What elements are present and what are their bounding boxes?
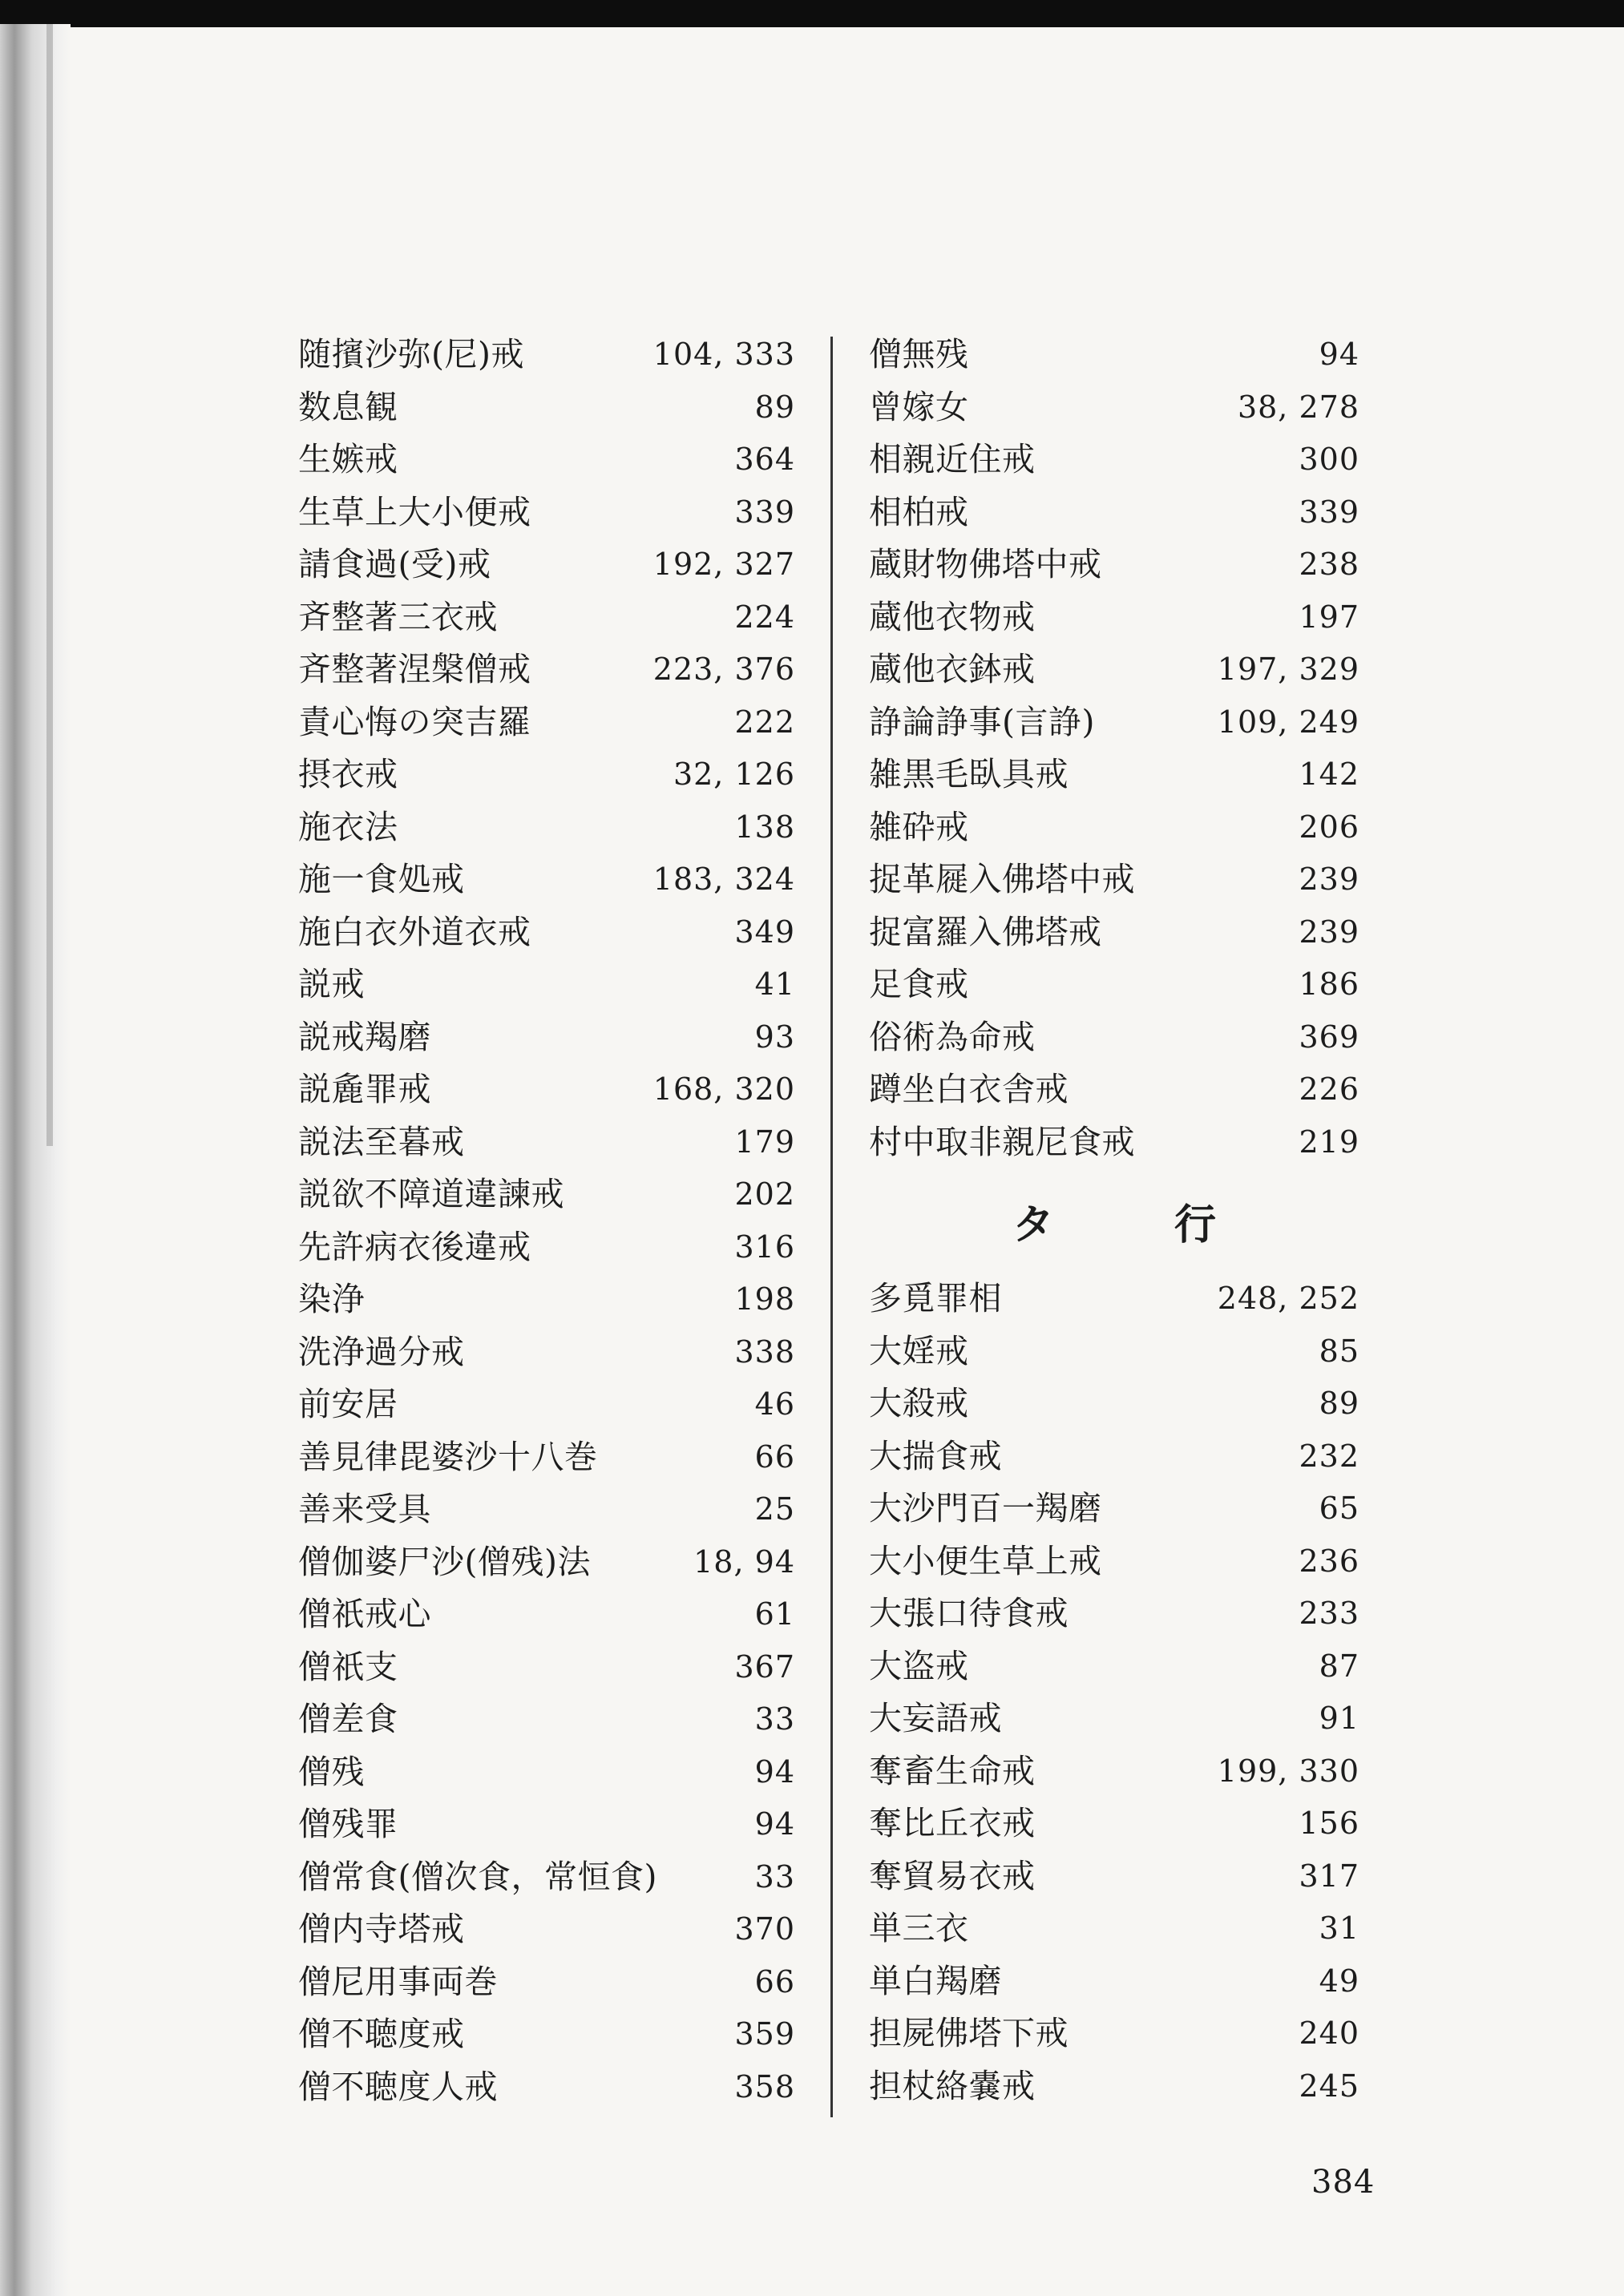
index-term: 僧差食: [298, 1700, 398, 1738]
index-page-ref: 31: [1319, 1911, 1359, 1946]
index-entry: [869, 1798, 1359, 1850]
index-term: 大張口待食戒: [869, 1594, 1069, 1632]
index-entry: [298, 1431, 795, 1484]
index-entry: [869, 1903, 1359, 1955]
index-page-ref: 61: [754, 1596, 795, 1632]
index-page-ref: 206: [1299, 809, 1359, 845]
index-group-ta: [869, 1273, 1359, 2112]
index-term: 担杖絡嚢戒: [869, 2066, 1036, 2105]
index-page-ref: 300: [1299, 442, 1359, 477]
index-entry: [869, 644, 1359, 696]
index-entry: [298, 1956, 795, 2009]
index-entry: [298, 1693, 795, 1746]
index-term: 説法至暮戒: [298, 1122, 465, 1161]
index-group-top: [869, 329, 1359, 1168]
index-term: 僧祇支: [298, 1647, 398, 1686]
index-page-ref: 183, 324: [652, 862, 795, 897]
index-page-ref: 245: [1299, 2068, 1359, 2104]
index-term: 相親近住戒: [869, 440, 1036, 478]
scan-top-edge: [0, 0, 1624, 27]
index-page-ref: 248, 252: [1217, 1281, 1359, 1316]
index-term: 奪比丘衣戒: [869, 1804, 1036, 1842]
index-page-ref: 240: [1299, 2016, 1359, 2051]
index-page-ref: 179: [734, 1124, 795, 1160]
index-page-ref: 316: [734, 1229, 795, 1265]
index-term: 捉革屣入佛塔中戒: [869, 860, 1135, 898]
index-entry: [298, 1326, 795, 1379]
index-entry: [298, 853, 795, 906]
index-entry: [869, 1640, 1359, 1693]
index-entry: [869, 1693, 1359, 1745]
index-term: 説麁罪戒: [298, 1070, 431, 1108]
index-entry: [298, 539, 795, 591]
index-term: 斉整著涅槃僧戒: [298, 650, 531, 688]
index-term: 大小便生草上戒: [869, 1541, 1102, 1580]
index-page-ref: 219: [1299, 1124, 1359, 1160]
index-entry: [869, 1483, 1359, 1535]
index-entry: [869, 1011, 1359, 1064]
index-term: 説欲不障道違諫戒: [298, 1175, 564, 1213]
index-entry: [869, 1535, 1359, 1588]
index-entry: [298, 1746, 795, 1799]
index-term: 責心悔の突吉羅: [298, 702, 531, 741]
index-page-ref: 238: [1299, 547, 1359, 582]
index-entry: [298, 1116, 795, 1169]
index-entry: [298, 591, 795, 644]
index-entry: [869, 1063, 1359, 1116]
book-spine-shadow: [0, 24, 71, 2296]
index-term: 生嫉戒: [298, 440, 398, 478]
index-entry: [869, 539, 1359, 591]
index-term: 大殺戒: [869, 1384, 969, 1422]
index-term: 僧不聴度人戒: [298, 2067, 498, 2106]
index-term: 摂衣戒: [298, 755, 398, 793]
index-page-ref: 25: [754, 1491, 795, 1527]
book-spine-edge: [46, 24, 53, 1146]
index-page-ref: 66: [754, 1439, 795, 1475]
index-term: 説戒羯磨: [298, 1017, 431, 1056]
index-page-ref: 192, 327: [652, 547, 795, 582]
index-entry: [869, 486, 1359, 539]
index-term: 僧残: [298, 1752, 365, 1791]
index-page-ref: 66: [754, 1963, 795, 1999]
index-term: 僧無残: [869, 335, 969, 373]
index-page-ref: 223, 376: [652, 652, 795, 687]
index-page-ref: 199, 330: [1217, 1753, 1359, 1789]
index-page-ref: 226: [1299, 1071, 1359, 1107]
index-page-ref: 65: [1319, 1491, 1359, 1526]
index-entry: [869, 853, 1359, 906]
index-entry: [298, 906, 795, 959]
index-page-ref: 41: [754, 966, 795, 1002]
index-entry: [298, 486, 795, 539]
index-page-ref: 359: [734, 2016, 795, 2052]
index-page-ref: 89: [754, 389, 795, 425]
index-entry: [298, 2061, 795, 2114]
index-term: 担屍佛塔下戒: [869, 2014, 1069, 2052]
index-entry: [298, 1641, 795, 1694]
index-entry: [869, 1378, 1359, 1430]
index-page-ref: 104, 333: [652, 337, 795, 372]
index-term: 雑砕戒: [869, 807, 969, 846]
index-page-ref: 197, 329: [1217, 652, 1359, 687]
index-page-ref: 38, 278: [1237, 389, 1359, 425]
index-page-ref: 202: [734, 1176, 795, 1212]
index-term: 蹲坐白衣舎戒: [869, 1070, 1069, 1108]
index-entry: [869, 381, 1359, 434]
index-entry: [869, 434, 1359, 486]
index-page-ref: 339: [734, 494, 795, 530]
index-entry: [869, 696, 1359, 749]
index-entry: [869, 1116, 1359, 1169]
index-term: 曾嫁女: [869, 387, 969, 426]
index-term: 村中取非親尼食戒: [869, 1122, 1135, 1161]
index-page-ref: 93: [754, 1019, 795, 1055]
index-entry: [869, 906, 1359, 959]
index-entry: [298, 434, 795, 486]
index-page-ref: 91: [1319, 1701, 1359, 1736]
index-page-ref: 94: [1319, 337, 1359, 372]
index-term: 蔵他衣鉢戒: [869, 650, 1036, 688]
index-entry: [869, 1745, 1359, 1798]
index-page-ref: 369: [1299, 1019, 1359, 1055]
index-page-ref: 338: [734, 1334, 795, 1370]
index-page-ref: 222: [734, 704, 795, 740]
index-entry: [298, 801, 795, 854]
index-page-ref: 239: [1299, 862, 1359, 897]
index-page-ref: 317: [1299, 1858, 1359, 1894]
index-entry: [869, 958, 1359, 1011]
index-page-ref: 358: [734, 2068, 795, 2104]
index-entry: [298, 1483, 795, 1536]
index-entry: [298, 1221, 795, 1274]
index-term: 僧伽婆尸沙(僧残)法: [298, 1542, 591, 1581]
index-entry: [869, 1850, 1359, 1903]
index-page-ref: 236: [1299, 1543, 1359, 1579]
index-term: 僧常食(僧次食，常恒食): [298, 1857, 657, 1896]
index-term: 施白衣外道衣戒: [298, 912, 531, 951]
index-entry: [298, 1798, 795, 1851]
index-term: 数息観: [298, 387, 398, 426]
index-page-ref: 156: [1299, 1806, 1359, 1841]
index-entry: [298, 1011, 795, 1064]
index-entry: [298, 329, 795, 381]
index-term: 蔵財物佛塔中戒: [869, 545, 1102, 583]
index-column-left: [298, 329, 795, 2113]
index-term: 先許病衣後違戒: [298, 1227, 531, 1266]
index-entry: [298, 1378, 795, 1431]
index-entry: [298, 644, 795, 696]
index-page-ref: 367: [734, 1648, 795, 1685]
index-page-ref: 142: [1299, 757, 1359, 792]
index-term: 大揣食戒: [869, 1436, 1002, 1475]
index-term: 単白羯磨: [869, 1961, 1002, 2000]
index-term: 単三衣: [869, 1909, 969, 1947]
index-term: 随擯沙弥(尼)戒: [298, 335, 524, 373]
index-term: 奪貿易衣戒: [869, 1856, 1036, 1895]
index-term: 前安居: [298, 1385, 398, 1423]
index-page-ref: 239: [1299, 914, 1359, 950]
index-entry: [869, 1273, 1359, 1326]
index-term: 大沙門百一羯磨: [869, 1489, 1102, 1527]
index-page-ref: 186: [1299, 966, 1359, 1002]
index-page-ref: 349: [734, 914, 795, 950]
index-entry: [298, 1168, 795, 1221]
index-entry: [298, 1063, 795, 1116]
index-column-right: [869, 329, 1359, 2112]
page-number: 384: [1311, 2164, 1376, 2201]
index-term: 施一食処戒: [298, 860, 465, 898]
index-term: 僧内寺塔戒: [298, 1910, 465, 1948]
index-entry: [298, 2008, 795, 2061]
index-entry: [869, 801, 1359, 854]
index-term: 僧不聴度戒: [298, 2015, 465, 2053]
index-entry: [869, 1326, 1359, 1378]
index-term: 洗浄過分戒: [298, 1332, 465, 1371]
index-page-ref: 168, 320: [652, 1071, 795, 1107]
index-page-ref: 89: [1319, 1386, 1359, 1421]
index-page-ref: 94: [754, 1806, 795, 1842]
index-term: 僧尼用事両巻: [298, 1962, 498, 2001]
index-page-ref: 46: [754, 1386, 795, 1422]
index-term: 生草上大小便戒: [298, 492, 531, 531]
index-entry: [298, 1588, 795, 1641]
index-page-ref: 109, 249: [1217, 704, 1359, 740]
index-term: 相柏戒: [869, 492, 969, 531]
index-entry: [869, 1430, 1359, 1483]
index-page-ref: 364: [734, 442, 795, 477]
index-term: 僧祇戒心: [298, 1595, 431, 1633]
index-term: 斉整著三衣戒: [298, 597, 498, 636]
index-page-ref: 33: [754, 1858, 795, 1895]
index-entry: [298, 381, 795, 434]
index-page-ref: 224: [734, 599, 795, 635]
index-term: 説戒: [298, 965, 365, 1003]
index-term: 奪畜生命戒: [869, 1751, 1036, 1790]
index-term: 諍論諍事(言諍): [869, 702, 1095, 741]
index-entry: [869, 749, 1359, 801]
index-term: 善見律毘婆沙十八巻: [298, 1437, 598, 1476]
section-heading-kana: タ: [1012, 1200, 1054, 1249]
index-term: 俗術為命戒: [869, 1017, 1036, 1056]
index-page-ref: 49: [1319, 1963, 1359, 1999]
index-page-ref: 87: [1319, 1648, 1359, 1684]
index-term: 大妄語戒: [869, 1699, 1002, 1737]
index-term: 雑黒毛臥具戒: [869, 755, 1069, 793]
index-page-ref: 33: [754, 1701, 795, 1737]
index-term: 大婬戒: [869, 1331, 969, 1370]
index-term: 施衣法: [298, 807, 398, 846]
index-term: 大盗戒: [869, 1646, 969, 1685]
index-entry: [869, 1588, 1359, 1640]
index-page-ref: 370: [734, 1911, 795, 1947]
section-heading-ta: [869, 1168, 1359, 1273]
index-entry: [298, 696, 795, 749]
index-page-ref: 85: [1319, 1333, 1359, 1369]
index-page-ref: 18, 94: [693, 1543, 795, 1580]
index-entry: [869, 329, 1359, 381]
index-entry: [298, 749, 795, 801]
index-term: 足食戒: [869, 965, 969, 1003]
index-page-ref: 198: [734, 1281, 795, 1317]
index-page-ref: 32, 126: [673, 757, 795, 792]
index-entry: [869, 591, 1359, 644]
index-page-ref: 197: [1299, 599, 1359, 635]
index-term: 善来受具: [298, 1490, 431, 1528]
index-term: 多覓罪相: [869, 1279, 1002, 1317]
index-page-ref: 94: [754, 1753, 795, 1790]
index-entry: [298, 1903, 795, 1956]
index-term: 僧残罪: [298, 1805, 398, 1843]
index-entry: [298, 1851, 795, 1904]
index-term: 蔵他衣物戒: [869, 597, 1036, 636]
index-page-ref: 138: [734, 809, 795, 845]
section-heading-gyou: 行: [1174, 1200, 1217, 1249]
index-entry: [298, 1273, 795, 1326]
index-page-ref: 232: [1299, 1438, 1359, 1474]
index-term: 捉富羅入佛塔戒: [869, 912, 1102, 951]
index-entry: [298, 958, 795, 1011]
column-divider: [830, 337, 833, 2117]
index-term: 染浄: [298, 1280, 365, 1318]
index-term: 請食過(受)戒: [298, 545, 491, 583]
index-page-ref: 339: [1299, 494, 1359, 530]
index-page-ref: 233: [1299, 1596, 1359, 1631]
index-entry: [869, 1955, 1359, 2008]
index-entry: [298, 1536, 795, 1589]
index-entry: [869, 2007, 1359, 2060]
index-entry: [869, 2060, 1359, 2113]
